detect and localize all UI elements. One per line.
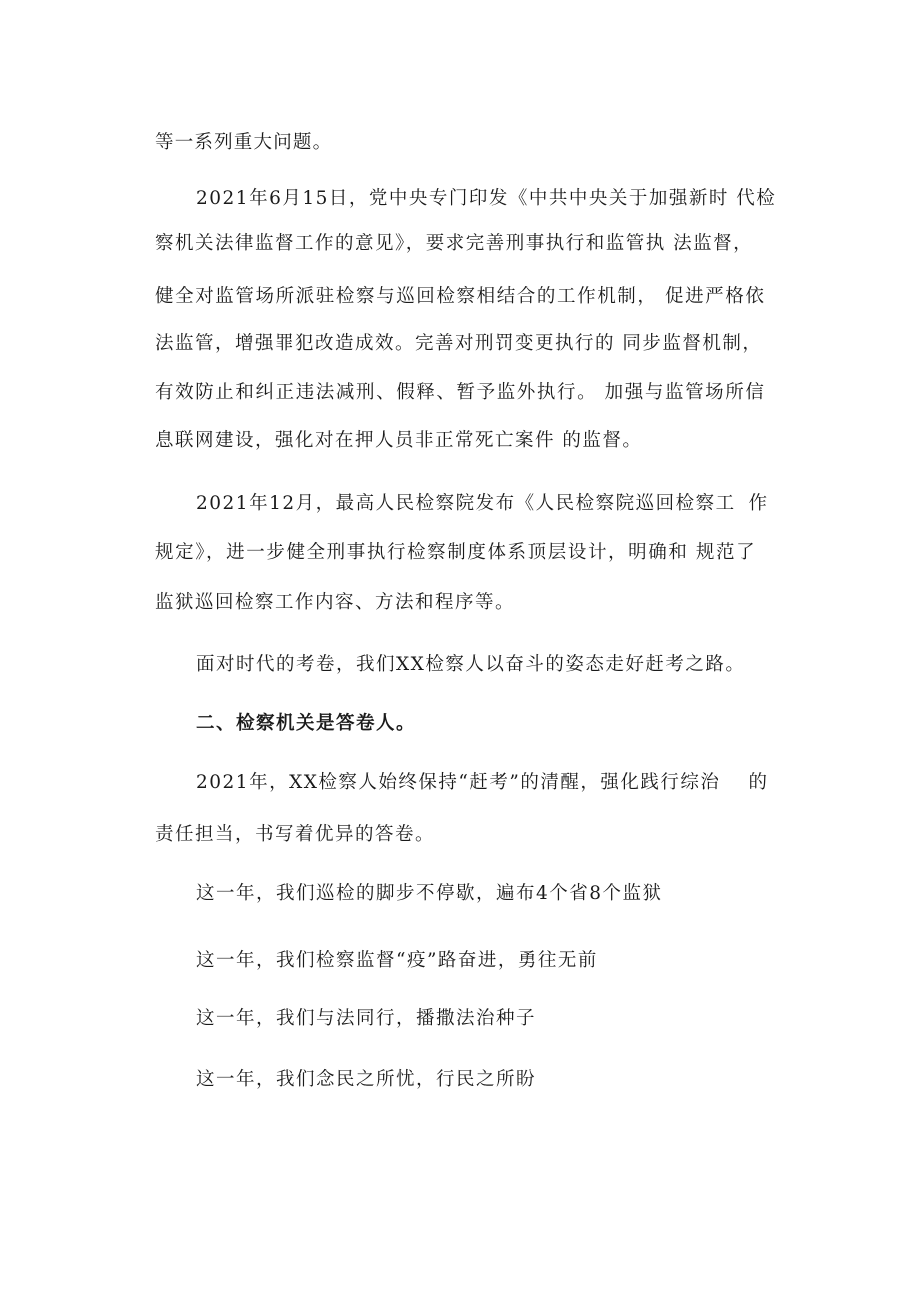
text-segment: 作 — [748, 493, 767, 514]
section-heading: 二、检察机关是答卷人。 — [196, 713, 417, 734]
text-line-justified — [196, 771, 767, 795]
text-line: 息联网建设，强化对在押人员非正常死亡案件 的监督。 — [155, 430, 643, 451]
text-segment: 的 — [748, 772, 767, 793]
text-line: 2021年6月15日，党中央专门印发《中共中央关于加强新时 代检 — [196, 188, 777, 209]
text-line: 规定》，进一步健全刑事执行检察制度体系顶层设计，明确和 规范了 — [155, 542, 757, 563]
text-line: 监狱巡回检察工作内容、方法和程序等。 — [155, 592, 516, 613]
text-line: 面对时代的考卷，我们XX检察人以奋斗的姿态走好赶考之路。 — [196, 654, 746, 675]
text-line: 责任担当，书写着优异的答卷。 — [155, 824, 436, 845]
text-line-justified — [196, 492, 767, 516]
text-segment: 2021年，XX检察人始终保持“赶考”的清醒，强化践行综治 — [196, 772, 721, 793]
text-line: 这一年，我们检察监督“疫”路奋进，勇往无前 — [196, 950, 598, 971]
text-line: 这一年，我们与法同行，播撒法治种子 — [196, 1008, 537, 1029]
text-line: 健全对监管场所派驻检察与巡回检察相结合的工作机制， 促进严格依 — [155, 286, 766, 307]
text-line: 这一年，我们念民之所忧，行民之所盼 — [196, 1069, 537, 1090]
text-line: 有效防止和纠正违法减刑、假释、暂予监外执行。 加强与监管场所信 — [155, 382, 766, 403]
text-line: 法监管，增强罪犯改造成效。完善对刑罚变更执行的 同步监督机制， — [155, 333, 763, 354]
text-line: 察机关法律监督工作的意见》，要求完善刑事执行和监管执 法监督， — [155, 233, 754, 254]
text-segment: 2021年12月，最高人民检察院发布《人民检察院巡回检察工 — [196, 493, 736, 514]
text-line: 这一年，我们巡检的脚步不停歇，遍布4个省8个监狱 — [196, 883, 663, 904]
text-line: 等一系列重大问题。 — [155, 132, 333, 153]
